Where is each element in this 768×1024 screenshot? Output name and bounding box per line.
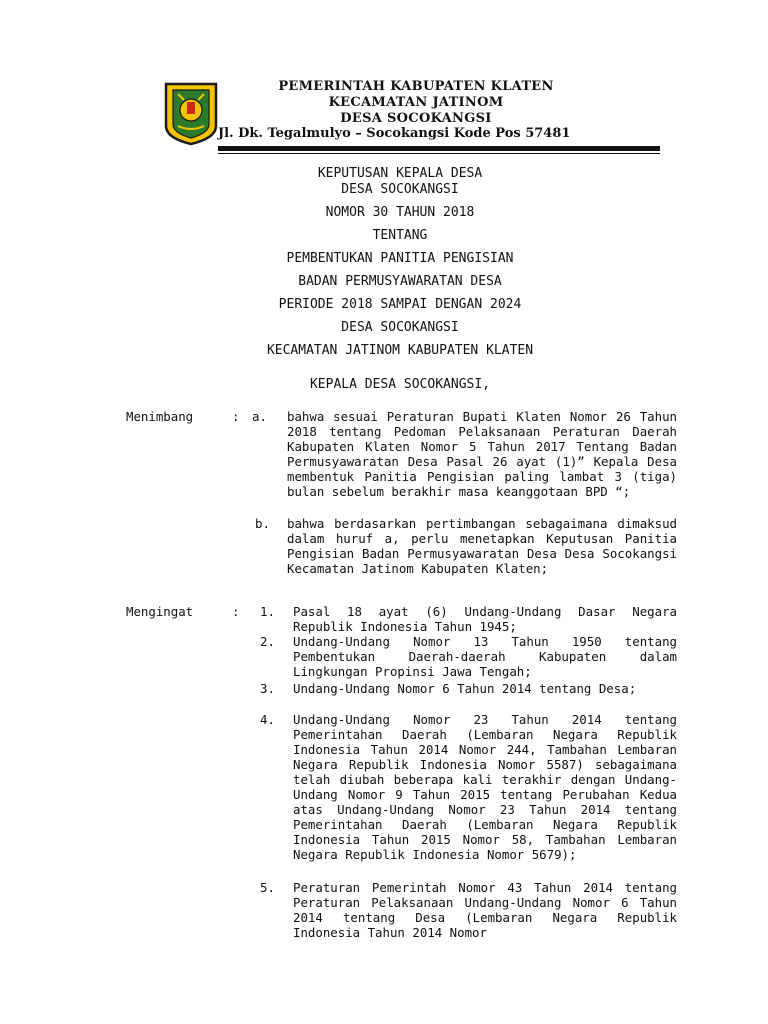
menimbang-label: Menimbang xyxy=(126,409,194,424)
menimbang-colon: : xyxy=(232,409,240,424)
mengingat-item-text: Undang-Undang Nomor 6 Tahun 2014 tentang Desa; xyxy=(293,681,637,696)
mengingat-item-text: Undang-Undang Nomor 13 Tahun 1950 tentang Pembentukan Daerah-daerah Kabupaten dalam Lingkungan Propinsi Jawa Tengah; xyxy=(293,634,677,679)
letterhead-village: DESA SOCOKANGSI xyxy=(340,111,492,126)
menimbang-item-marker: a. xyxy=(252,409,267,424)
regency-emblem-logo xyxy=(164,80,218,146)
decree-subject-line1: PEMBENTUKAN PANITIA PENGISIAN xyxy=(286,251,514,266)
decree-district: KECAMATAN JATINOM KABUPATEN KLATEN xyxy=(266,343,534,358)
decree-number: NOMOR 30 TAHUN 2018 xyxy=(325,205,475,220)
mengingat-item-text: Peraturan Pemerintah Nomor 43 Tahun 2014 tentang Peraturan Pelaksanaan Undang-Undang Nomor 6 Tahun 2014 tentang Desa (Lembaran Negara Republik Indonesia Tahun 2014 Nomor xyxy=(293,880,677,940)
mengingat-label: Mengingat xyxy=(126,604,194,619)
letterhead-government: PEMERINTAH KABUPATEN KLATEN xyxy=(278,79,554,94)
mengingat-colon: : xyxy=(232,604,240,619)
mengingat-item-marker: 2. xyxy=(260,634,275,649)
mengingat-item-text: Undang-Undang Nomor 23 Tahun 2014 tentang Pemerintahan Daerah (Lembaran Negara Republik Indonesia Tahun 2014 Nomor 244, Tambahan Lembaran Negara Republik Indonesia Nomor 5587) sebagaimana telah diubah beberapa kali terakhir dengan Undang-Undang Nomor 9 Tahun 2015 tentang Perubahan Kedua atas Undang-Undang Nomor 23 Tahun 2014 tentang Pemerintahan Daerah (Lembaran Negara Republik Indonesia Tahun 2015 Nomor 58, Tambahan Lembaran Negara Republik Indonesia Nomor 5679); xyxy=(293,712,677,862)
mengingat-item-text: Pasal 18 ayat (6) Undang-Undang Dasar Negara Republik Indonesia Tahun 1945; xyxy=(293,604,677,634)
decree-village: DESA SOCOKANGSI xyxy=(341,182,459,197)
menimbang-item-marker: b. xyxy=(255,516,270,531)
decree-period: PERIODE 2018 SAMPAI DENGAN 2024 xyxy=(278,297,522,312)
decree-title: KEPUTUSAN KEPALA DESA xyxy=(317,166,483,181)
mengingat-item-marker: 5. xyxy=(260,880,275,895)
letterhead-divider-thick xyxy=(218,146,660,151)
decree-about: TENTANG xyxy=(372,228,428,243)
decree-official: KEPALA DESA SOCOKANGSI, xyxy=(309,377,490,392)
mengingat-item-marker: 3. xyxy=(260,681,275,696)
letterhead-divider-thin xyxy=(218,153,660,154)
mengingat-item-marker: 4. xyxy=(260,712,275,727)
mengingat-item-marker: 1. xyxy=(260,604,275,619)
letterhead-address: Jl. Dk. Tegalmulyo – Socokangsi Kode Pos 57481 xyxy=(218,126,571,141)
menimbang-item-text: bahwa berdasarkan pertimbangan sebagaimana dimaksud dalam huruf a, perlu menetapkan Keputusan Panitia Pengisian Badan Permusyawaratan Desa Desa Socokangsi Kecamatan Jatinom Kabupaten Klaten; xyxy=(287,516,677,576)
decree-village-name: DESA SOCOKANGSI xyxy=(341,320,459,335)
letterhead-district: KECAMATAN JATINOM xyxy=(328,95,504,110)
decree-subject-line2: BADAN PERMUSYAWARATAN DESA xyxy=(298,274,502,289)
menimbang-item-text: bahwa sesuai Peraturan Bupati Klaten Nomor 26 Tahun 2018 tentang Pedoman Pelaksanaan Peraturan Daerah Kabupaten Klaten Nomor 5 Tahun 2017 Tentang Badan Permusyawaratan Desa Pasal 26 ayat (1)” Kepala Desa membentuk Panitia Pengisian paling lambat 3 (tiga) bulan sebelum berakhir masa keanggotaan BPD “; xyxy=(287,409,677,499)
